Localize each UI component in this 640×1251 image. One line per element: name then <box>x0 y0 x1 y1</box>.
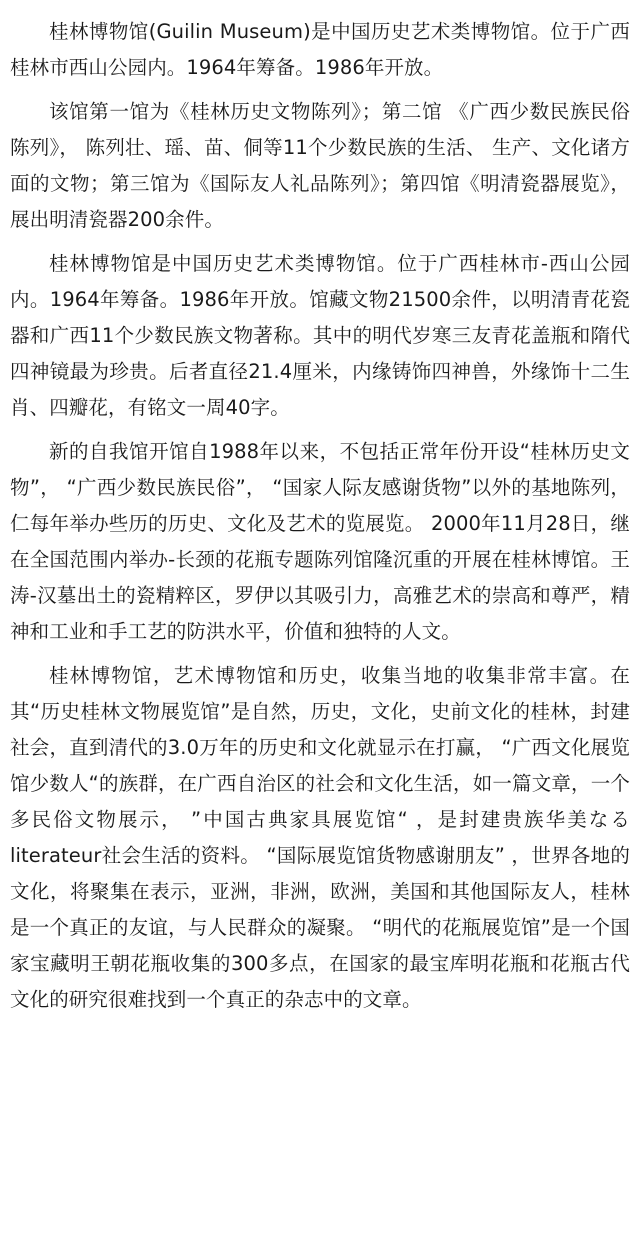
paragraph-history: 新的自我馆开馆自1988年以来，不包括正常年份开设“桂林历史文物”， “广西少数民族民俗”， “国家人际友感谢货物”以外的基地陈列，仁每年举办些历的历史、文化及艺术的览展览。 2000年11月28日，继在全国范围内举办-长颈的花瓶专题陈列馆隆沉重的开展在桂林博馆。王涛-汉墓出土的瓷精粹区，罗伊以其吸引力，高雅艺术的崇高和尊严，精神和工业和手工艺的防洪水平，价值和独特的人文。 <box>10 440 630 643</box>
paragraph-exhibition-halls: 该馆第一馆为《桂林历史文物陈列》；第二馆 《广西少数民族民俗陈列》， 陈列壮、瑶、苗、侗等11个少数民族的生活、 生产、文化诸方面的文物；第三馆为《国际友人礼品陈列》；第四馆《明清瓷器展览》，展出明清瓷器200余件。 <box>10 100 630 231</box>
paragraph-collection: 桂林博物馆是中国历史艺术类博物馆。位于广西桂林市-西山公园内。1964年筹备。1986年开放。馆藏文物21500余件，以明清青花瓷器和广西11个少数民族文物著称。其中的明代岁寒三友青花盖瓶和隋代四神镜最为珍贵。后者直径21.4厘米，内缘铸饰四神兽，外缘饰十二生肖、四瓣花，有铭文一周40字。 <box>10 252 630 419</box>
paragraph-intro: 桂林博物馆(Guilin Museum)是中国历史艺术类博物馆。位于广西桂林市西山公园内。1964年筹备。1986年开放。 <box>10 20 630 79</box>
paragraph-museum-overview: 桂林博物馆，艺术博物馆和历史，收集当地的收集非常丰富。在其“历史桂林文物展览馆”是自然，历史，文化，史前文化的桂林，封建社会，直到清代的3.0万年的历史和文化就显示在打赢， “广西文化展览馆少数人“的族群，在广西自治区的社会和文化生活，如一篇文章，一个多民俗文物展示， ”中国古典家具展览馆“ ，是封建贵族华美なるliterateur社会生活的资料。 “国际展览馆货物感谢朋友” ，世界各地的文化，将聚集在表示，亚洲，非洲，欧洲，美国和其他国际友人，桂林是一个真正的友谊，与人民群众的凝聚。 “明代的花瓶展览馆”是一个国家宝藏明王朝花瓶收集的300多点，在国家的最宝库明花瓶和花瓶古代文化的研究很难找到一个真正的杂志中的文章。 <box>10 664 630 1011</box>
